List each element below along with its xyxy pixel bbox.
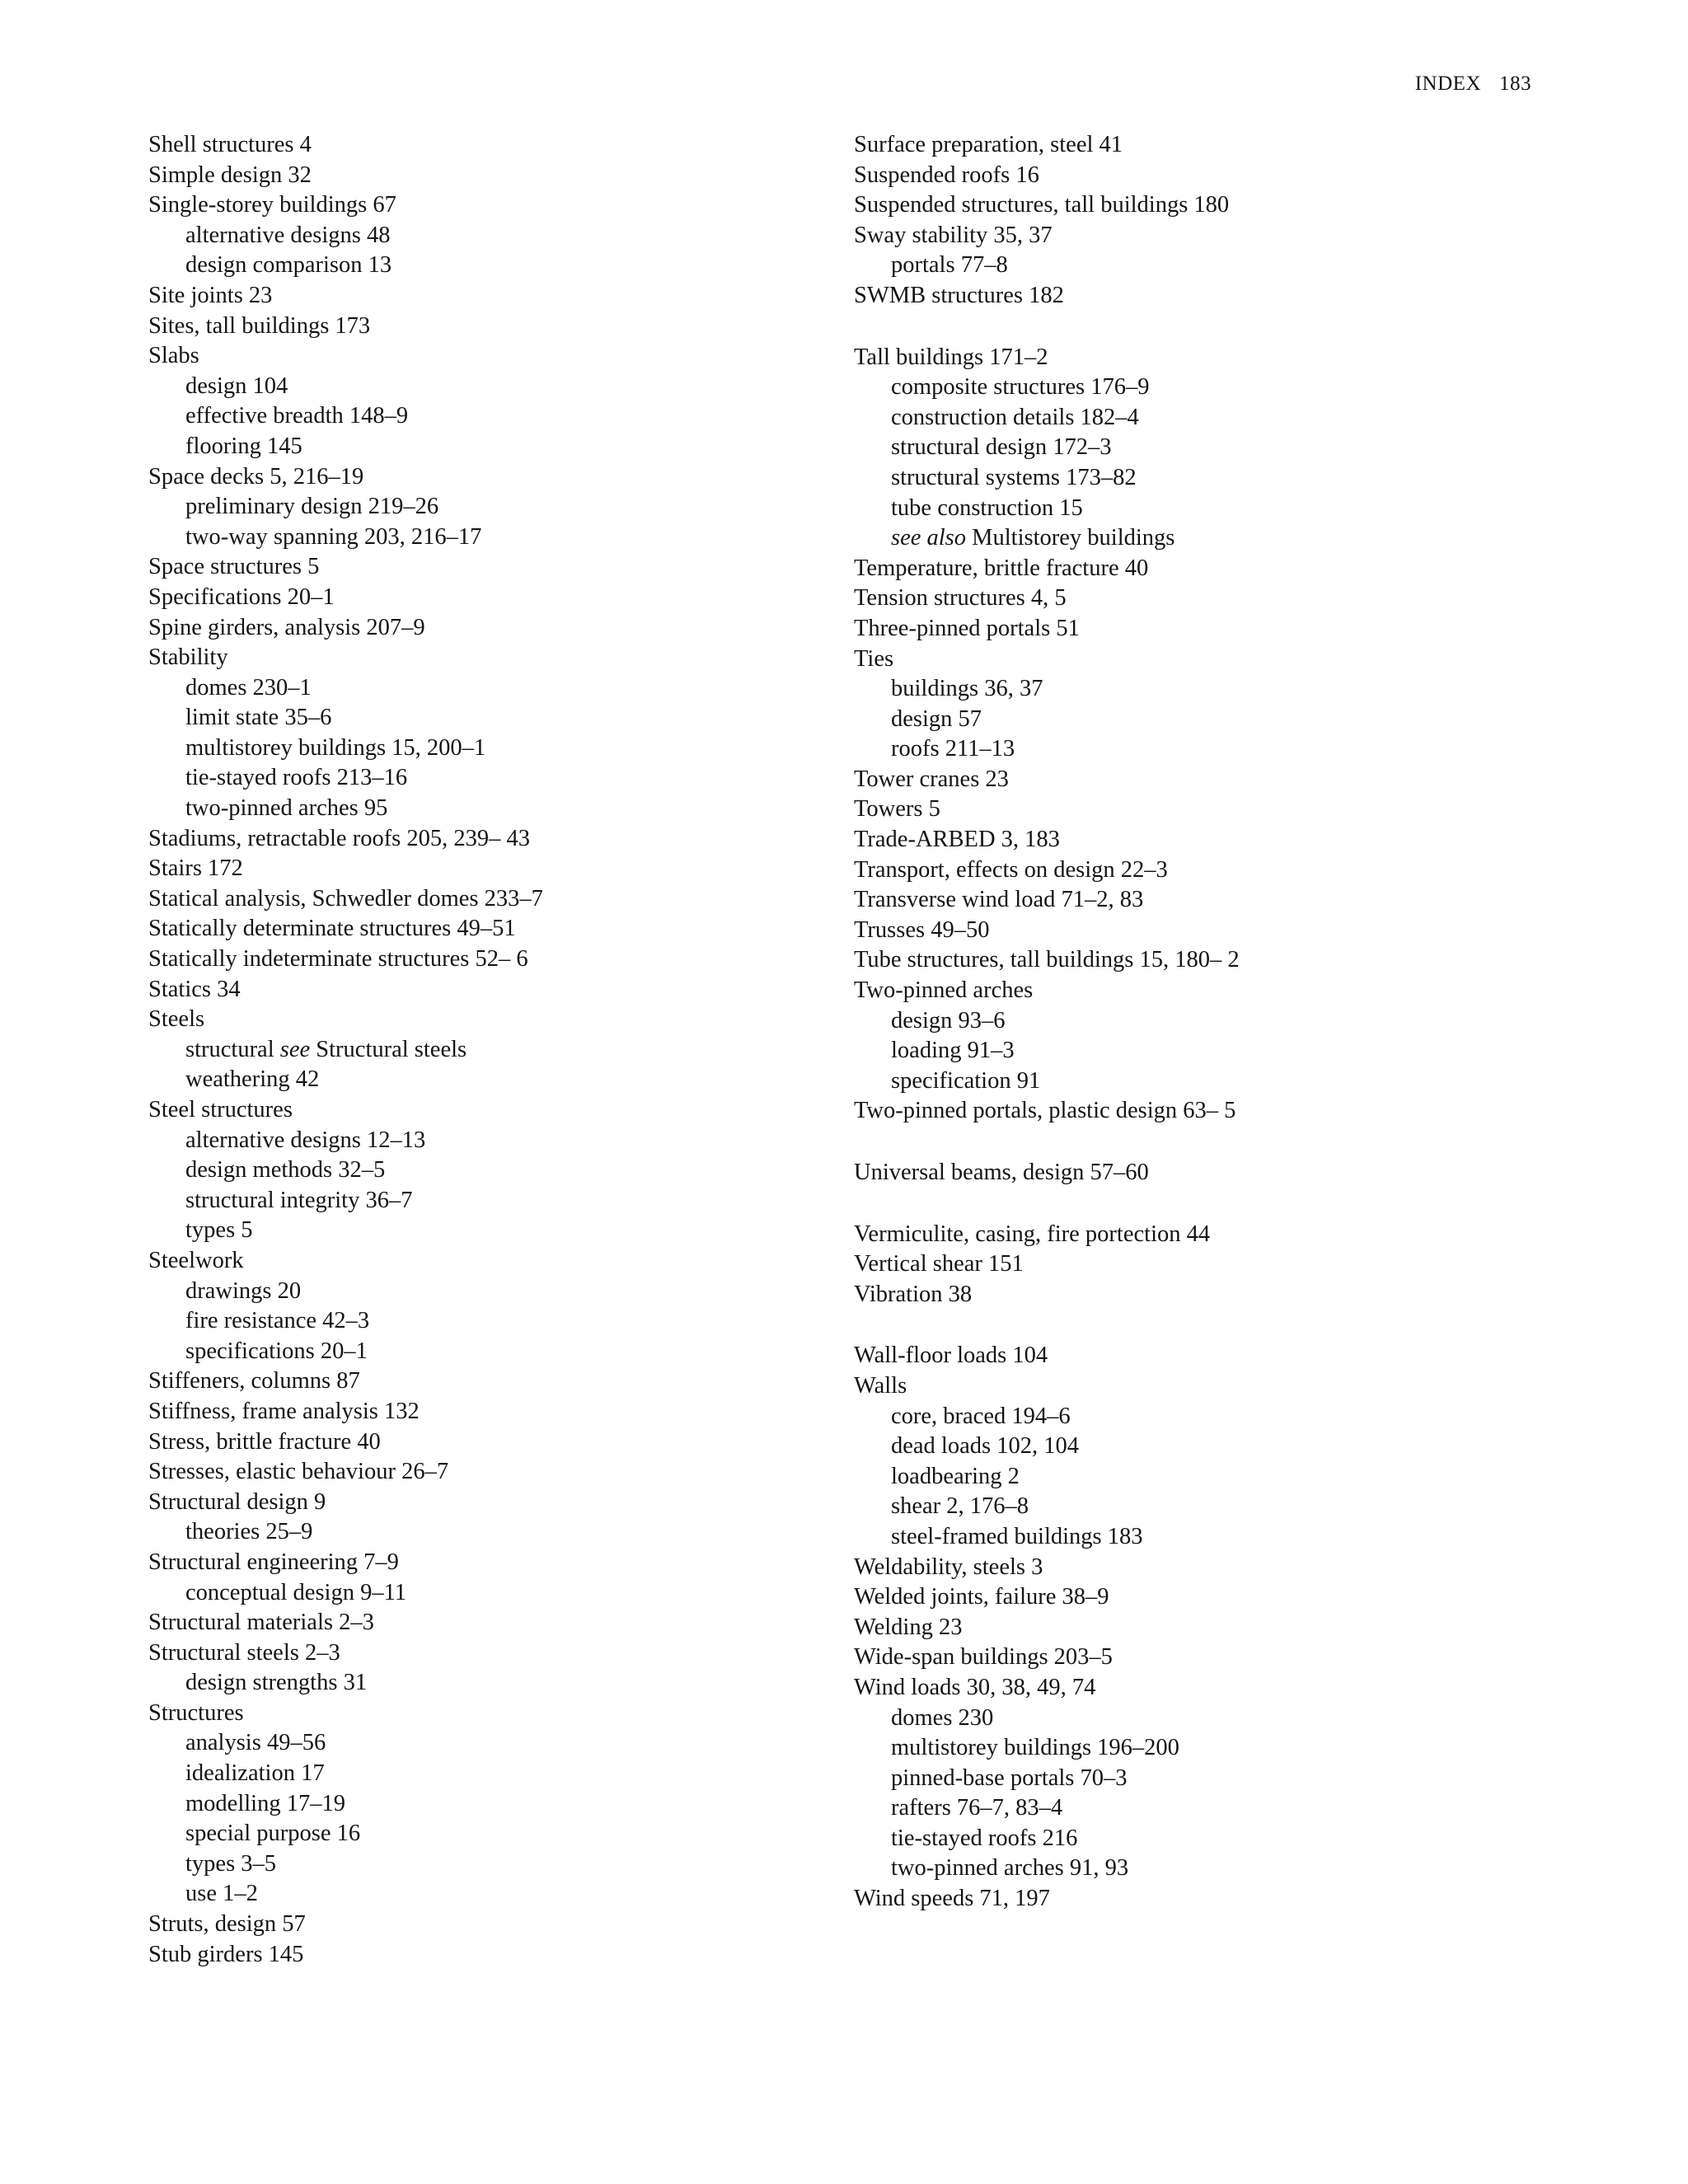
- index-entry: Statics 34: [148, 976, 241, 1002]
- index-entry: Walls: [854, 1372, 907, 1399]
- index-subentry: theories 25–9: [185, 1519, 313, 1545]
- index-entry: Stiffness, frame analysis 132: [148, 1398, 420, 1424]
- index-entry: Structural materials 2–3: [148, 1610, 374, 1636]
- index-entry: Trade-ARBED 3, 183: [854, 827, 1060, 853]
- index-subentry: types 5: [185, 1217, 253, 1244]
- index-entry: Steel structures: [148, 1097, 293, 1122]
- index-entry: Structural engineering 7–9: [148, 1549, 399, 1575]
- index-entry: Site joints 23: [148, 282, 273, 308]
- index-column-right: [854, 130, 1530, 1915]
- index-entry: Wind loads 30, 38, 49, 74: [854, 1674, 1096, 1700]
- index-subentry: dead loads 102, 104: [891, 1433, 1079, 1460]
- running-head: [1415, 71, 1531, 97]
- index-subentry: weathering 42: [185, 1066, 320, 1093]
- index-subentry: construction details 182–4: [891, 404, 1139, 430]
- index-subentry: analysis 49–56: [185, 1730, 326, 1756]
- index-subentry: steel-framed buildings 183: [891, 1523, 1143, 1549]
- entry-text: structural: [185, 1036, 280, 1062]
- index-subentry: core, braced 194–6: [891, 1403, 1071, 1429]
- index-entry: Structural design 9: [148, 1488, 326, 1515]
- index-entry: Tall buildings 171–2: [854, 344, 1048, 370]
- index-entry: Tube structures, tall buildings 15, 180– 2: [854, 947, 1240, 973]
- index-entry: Struts, design 57: [148, 1911, 306, 1938]
- index-entry: Wind speeds 71, 197: [854, 1886, 1050, 1912]
- index-entry: Two-pinned portals, plastic design 63– 5: [854, 1098, 1236, 1124]
- index-entry: Steelwork: [148, 1247, 244, 1273]
- index-subentry: composite structures 176–9: [891, 374, 1150, 401]
- index-subentry: alternative designs 48: [185, 222, 391, 248]
- index-subentry: alternative designs 12–13: [185, 1127, 426, 1153]
- index-entry: Surface preparation, steel 41: [854, 132, 1123, 157]
- index-subentry: two-pinned arches 91, 93: [891, 1855, 1129, 1882]
- index-entry: Statically determinate structures 49–51: [148, 916, 516, 942]
- index-subentry: design 57: [891, 705, 982, 732]
- index-subentry: idealization 17: [185, 1760, 325, 1787]
- index-entry: Two-pinned arches: [854, 977, 1034, 1004]
- index-subentry: two-way spanning 203, 216–17: [185, 523, 482, 550]
- index-entry: Shell structures 4: [148, 132, 312, 157]
- index-subentry: special purpose 16: [185, 1821, 361, 1847]
- index-entry: Single-storey buildings 67: [148, 192, 396, 218]
- cross-reference-marker: see also: [891, 525, 967, 551]
- index-entry: Statical analysis, Schwedler domes 233–7: [148, 885, 543, 912]
- index-entry: Steels: [148, 1006, 205, 1033]
- index-subentry: drawings 20: [185, 1277, 302, 1304]
- index-entry: Vibration 38: [854, 1281, 973, 1307]
- index-entry: Trusses 49–50: [854, 916, 990, 943]
- index-column-left: [148, 130, 824, 1970]
- index-subentry: tie-stayed roofs 213–16: [185, 765, 408, 791]
- index-entry: Space decks 5, 216–19: [148, 463, 364, 490]
- index-entry: Sites, tall buildings 173: [148, 312, 371, 339]
- index-entry: Three-pinned portals 51: [854, 615, 1080, 641]
- index-entry: Slabs: [148, 343, 199, 369]
- index-entry: SWMB structures 182: [854, 282, 1064, 308]
- index-subentry: structural integrity 36–7: [185, 1187, 413, 1213]
- index-entry: Universal beams, design 57–60: [854, 1160, 1149, 1185]
- index-entry: Spine girders, analysis 207–9: [148, 614, 425, 640]
- index-subentry: loadbearing 2: [891, 1463, 1020, 1489]
- index-subentry: pinned-base portals 70–3: [891, 1765, 1128, 1791]
- index-subentry: tie-stayed roofs 216: [891, 1825, 1078, 1851]
- index-subentry: multistorey buildings 196–200: [891, 1735, 1179, 1761]
- index-subentry: design strengths 31: [185, 1670, 368, 1696]
- index-subentry: design 104: [185, 373, 288, 399]
- index-subentry: domes 230–1: [185, 674, 312, 701]
- index-entry: Suspended structures, tall buildings 180: [854, 192, 1230, 218]
- cross-reference-marker: see: [279, 1036, 311, 1062]
- index-subentry: types 3–5: [185, 1850, 277, 1877]
- index-entry: Simple design 32: [148, 162, 312, 188]
- index-subentry: design comparison 13: [185, 252, 392, 279]
- index-entry: Sway stability 35, 37: [854, 222, 1053, 248]
- index-subentry: effective breadth 148–9: [185, 403, 409, 429]
- index-entry: Wide-span buildings 203–5: [854, 1644, 1113, 1671]
- index-subentry: roofs 211–13: [891, 736, 1015, 762]
- index-entry: Weldability, steels 3: [854, 1554, 1043, 1580]
- index-entry: Welded joints, failure 38–9: [854, 1584, 1109, 1610]
- index-entry: Towers 5: [854, 796, 940, 823]
- index-subentry: limit state 35–6: [185, 705, 332, 731]
- running-head-title: INDEX: [1414, 73, 1481, 95]
- index-subentry: fire resistance 42–3: [185, 1308, 370, 1334]
- index-subentry: [854, 523, 1530, 554]
- index-entry: Stub girders 145: [148, 1941, 304, 1967]
- index-entry: Welding 23: [854, 1614, 963, 1640]
- index-subentry: preliminary design 219–26: [185, 494, 439, 520]
- index-subentry: loading 91–3: [891, 1038, 1015, 1064]
- index-subentry: multistorey buildings 15, 200–1: [185, 734, 486, 761]
- index-entry: Tower cranes 23: [854, 766, 1009, 792]
- index-subentry: conceptual design 9–11: [185, 1579, 407, 1605]
- index-entry: Tension structures 4, 5: [854, 585, 1067, 612]
- index-subentry: specification 91: [891, 1067, 1041, 1094]
- index-entry: Vertical shear 151: [854, 1251, 1024, 1277]
- page-number: 183: [1499, 73, 1531, 95]
- cross-reference-target: Structural steels: [310, 1036, 467, 1062]
- index-subentry: portals 77–8: [891, 252, 1008, 279]
- index-entry: Specifications 20–1: [148, 583, 335, 610]
- index-entry: Ties: [854, 645, 894, 672]
- index-subentry: tube construction 15: [891, 494, 1083, 521]
- index-entry: Stairs 172: [148, 855, 243, 882]
- index-entry: Wall-floor loads 104: [854, 1343, 1048, 1369]
- index-subentry: use 1–2: [185, 1881, 258, 1907]
- index-entry: Stresses, elastic behaviour 26–7: [148, 1459, 449, 1485]
- index-subentry: design methods 32–5: [185, 1157, 386, 1183]
- index-subentry: two-pinned arches 95: [185, 795, 388, 822]
- index-subentry: flooring 145: [185, 433, 302, 459]
- index-subentry: shear 2, 176–8: [891, 1493, 1029, 1520]
- index-subentry: rafters 76–7, 83–4: [891, 1795, 1063, 1821]
- index-entry: Vermiculite, casing, fire portection 44: [854, 1221, 1211, 1247]
- index-subentry: design 93–6: [891, 1007, 1006, 1033]
- index-entry: Structures: [148, 1699, 244, 1726]
- index-entry: Statically indeterminate structures 52– 6: [148, 946, 528, 972]
- index-subentry: [148, 1035, 824, 1066]
- index-entry: Space structures 5: [148, 554, 320, 580]
- index-subentry: buildings 36, 37: [891, 676, 1043, 702]
- index-entry: Stadiums, retractable roofs 205, 239– 43: [148, 825, 531, 851]
- index-entry: Stability: [148, 644, 228, 671]
- index-entry: Stress, brittle fracture 40: [148, 1428, 381, 1455]
- index-entry: Transport, effects on design 22–3: [854, 856, 1168, 883]
- index-entry: Suspended roofs 16: [854, 162, 1039, 188]
- index-entry: Structural steels 2–3: [148, 1639, 340, 1666]
- index-entry: Transverse wind load 71–2, 83: [854, 887, 1144, 913]
- index-entry: Stiffeners, columns 87: [148, 1368, 360, 1394]
- index-subentry: modelling 17–19: [185, 1790, 345, 1816]
- cross-reference-target: Multistorey buildings: [966, 525, 1175, 551]
- index-subentry: structural design 172–3: [891, 434, 1112, 461]
- index-entry: Temperature, brittle fracture 40: [854, 555, 1149, 581]
- index-subentry: structural systems 173–82: [891, 464, 1137, 490]
- index-subentry: specifications 20–1: [185, 1338, 368, 1364]
- index-subentry: domes 230: [891, 1704, 994, 1731]
